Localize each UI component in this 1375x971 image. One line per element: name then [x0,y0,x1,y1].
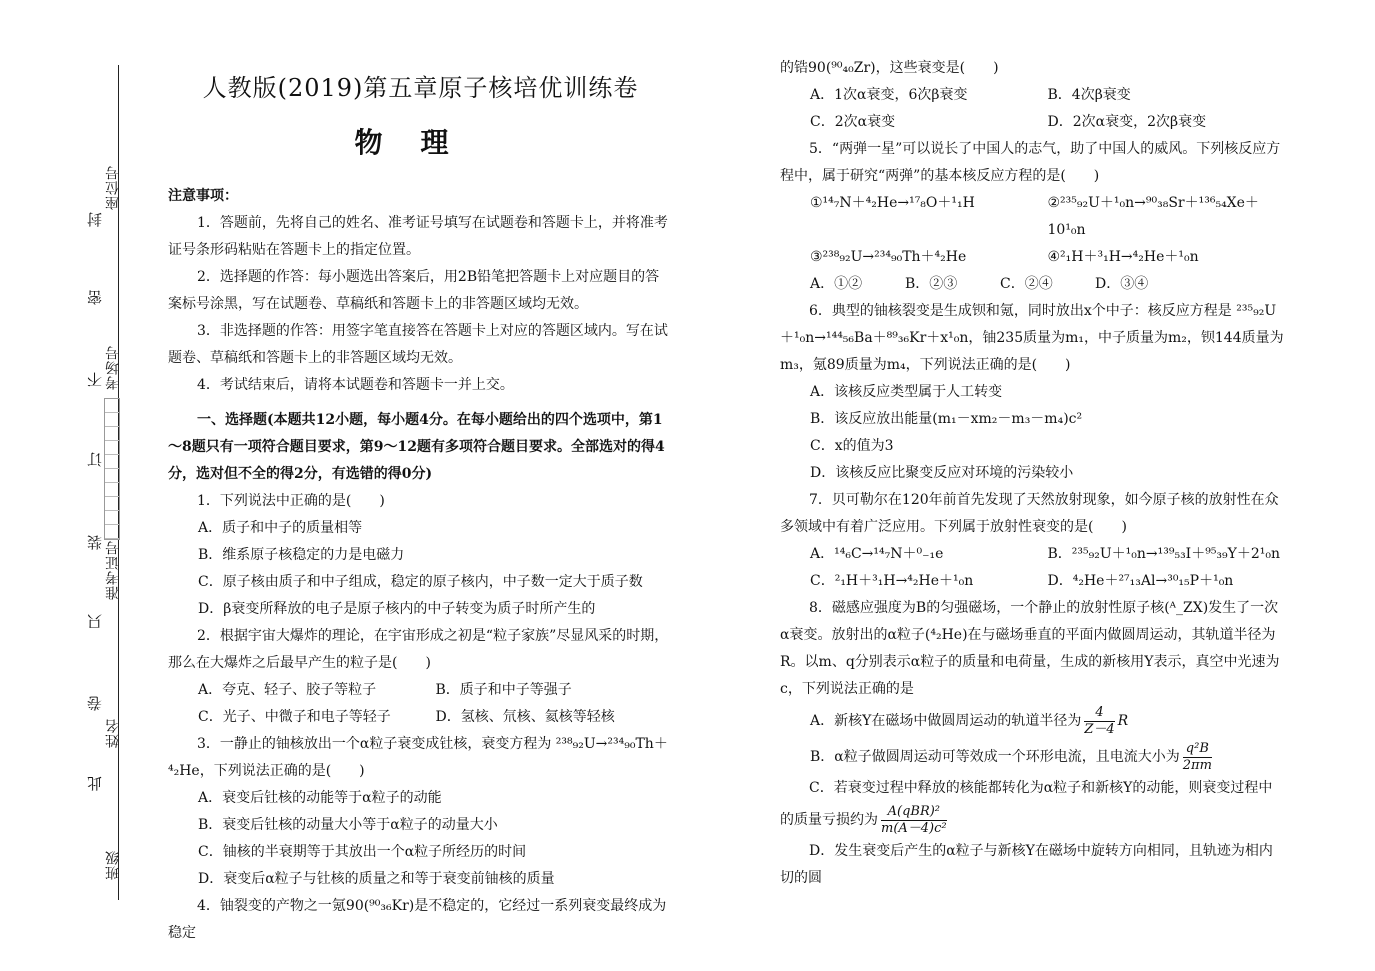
option: B．衰变后钍核的动量大小等于α粒子的动量大小 [198,817,498,833]
option: D．氢核、氘核、氦核等轻核 [435,709,615,725]
option: C．2次α衰变 [810,114,896,130]
notice-item: 2．选择题的作答：每小题选出答案后，用2B铅笔把答题卡上对应题目的答案标号涂黑，写在试题卷、草稿纸和答题卡上的非答题区域均无效。 [168,269,660,312]
section-heading: 一、选择题(本题共12小题，每小题4分。在每小题给出的四个选项中，第1～8题只有一项符合题目要求，第9～12题有多项符合题目要求。全部选对的得4分，选对但不全的得2分，有选错的得0分) [168,412,665,482]
option: A．质子和中子的质量相等 [198,520,363,536]
option: D．⁴₂He＋²⁷₁₃Al→³⁰₁₅P＋¹₀n [1047,573,1234,589]
fraction [881,804,947,837]
option: B．4次β衰变 [1047,87,1131,103]
question-stem: 3．一静止的铀核放出一个α粒子衰变成钍核，衰变方程为 ²³⁸₉₂U→²³⁴₉₀Th＋⁴₂He，下列说法正确的是( ) [168,736,668,779]
option-row [168,677,673,704]
fraction [1084,705,1114,738]
option: D．发生衰变后产生的α粒子与新核Y在磁场中旋转方向相同，且轨迹为相内切的圆 [780,843,1273,886]
seal-char: 封 [86,212,104,227]
option: C．②④ [1000,276,1053,292]
option-row [168,704,673,731]
option-row [780,568,1285,595]
option-row [780,541,1285,568]
seat-number-label: 座位号 [105,165,121,210]
question-stem: 1．下列说法中正确的是( ) [197,493,385,509]
denominator: 2πm [1182,757,1212,773]
numerator: A(qBR)² [881,804,947,821]
option [780,802,1285,838]
name-label: 姓名 [105,718,121,748]
question-stem: 5．“两弹一星”可以说长了中国人的志气，助了中国人的威风。下列核反应方程中，属于研究“两弹”的基本核反应方程的是( ) [780,141,1281,184]
ticket-number-label: 准考证号 [105,540,121,600]
notice-heading: 注意事项： [168,188,238,204]
option [780,703,1285,739]
option: D．2次α衰变，2次β衰变 [1047,114,1207,130]
denominator: Z－4 [1084,721,1115,737]
equation: ④²₁H＋³₁H→⁴₂He＋¹₀n [1047,249,1199,265]
equation-row [780,190,1285,244]
option-row [780,82,1285,109]
numerator: 4 [1084,705,1114,722]
option: C．光子、中微子和电子等轻子 [198,709,391,725]
notice-item: 4．考试结束后，请将本试题卷和答题卡一并上交。 [197,377,514,393]
option: C．原子核由质子和中子组成，稳定的原子核内，中子数一定大于质子数 [198,574,643,590]
seal-char: 订 [86,452,104,467]
seal-char: 不 [86,372,104,387]
seal-char: 卷 [86,696,104,711]
option: C．²₁H＋³₁H→⁴₂He＋¹₀n [810,573,974,589]
option: D．衰变后α粒子与钍核的质量之和等于衰变前铀核的质量 [198,871,555,887]
option-row [780,109,1285,136]
option: A．1次α衰变，6次β衰变 [810,87,968,103]
question-stem-continued: 的锆90(⁹⁰₄₀Zr)，这些衰变是( ) [780,60,999,76]
option: B．维系原子核稳定的力是电磁力 [198,547,405,563]
option: C．x的值为3 [810,438,894,454]
question-stem: 4．铀裂变的产物之一氪90(⁹⁰₃₆Kr)是不稳定的，它经过一系列衰变最终成为稳定 [168,898,667,941]
option: C．若衰变过程中释放的核能都转化为α粒子和新核Y的动能，则衰变过程中 [809,780,1273,796]
notice-item: 3．非选择题的作答：用签字笔直接答在答题卡上对应的答题区域内。写在试题卷、草稿纸和答题卡上的非答题区域均无效。 [168,323,668,366]
ticket-number-boxes[interactable] [104,398,120,540]
fraction [1183,741,1212,774]
right-column [780,55,1285,892]
paper-title: 人教版(2019)第五章原子核培优训练卷 [202,74,639,102]
option: A．该核反应类型属于人工转变 [810,384,1003,400]
option: B．质子和中子等强子 [435,682,572,698]
seal-char: 装 [86,535,104,550]
option: D．β衰变所释放的电子是原子核内的中子转变为质子时所产生的 [198,601,596,617]
option: A．¹⁴₆C→¹⁴₇N＋⁰₋₁e [810,546,944,562]
notice-item: 1．答题前，先将自己的姓名、准考证号填写在试题卷和答题卡上，并将准考证号条形码粘贴在答题卡上的指定位置。 [168,215,668,258]
equation: ③²³⁸₉₂U→²³⁴₉₀Th＋⁴₂He [810,249,967,265]
equation: ②²³⁵₉₂U＋¹₀n→⁹⁰₃₈Sr＋¹³⁶₅₄Xe＋10¹₀n [1047,195,1259,238]
option-text: B．α粒子做圆周运动可等效成一个环形电流，且电流大小为 [810,749,1180,765]
option [780,739,1285,775]
option: A．①② [810,276,863,292]
left-column [168,60,673,947]
question-stem: 7．贝可勒尔在120年前首先发现了天然放射现象，如今原子核的放射性在众多领域中有着广泛应用。下列属于放射性衰变的是( ) [780,492,1279,535]
question-stem: 6．典型的铀核裂变是生成钡和氪，同时放出x个中子：核反应方程是 ²³⁵₉₂U＋¹₀n→¹⁴⁴₅₆Ba＋⁸⁹₃₆Kr＋x¹₀n，铀235质量为m₁，中子质量为m₂，钡144质量为m₃，氪89质量为m₄，下列说法正确的是( ) [780,303,1284,373]
exam-room-label: 考场号 [105,345,121,390]
question-stem: 2．根据宇宙大爆炸的理论，在宇宙形成之初是“粒子家族”尽显风采的时期，那么在大爆炸之后最早产生的粒子是( ) [168,628,669,671]
option: D．该核反应比聚变反应对环境的污染较小 [810,465,1074,481]
numerator: q²B [1183,741,1212,758]
subject-title: 物理 [354,126,487,159]
seal-char: 密 [86,290,104,305]
seal-char: 此 [86,776,104,791]
option: C．铀核的半衰期等于其放出一个α粒子所经历的时间 [198,844,527,860]
option: B．²³⁵₉₂U＋¹₀n→¹³⁹₅₃I＋⁹⁵₃₉Y＋2¹₀n [1047,546,1281,562]
option-row [780,271,1285,298]
option: A．夸克、轻子、胶子等粒子 [198,682,377,698]
question-stem: 8．磁感应强度为B的匀强磁场，一个静止的放射性原子核(ᴬ_ZX)发生了一次α衰变。放射出的α粒子(⁴₂He)在与磁场垂直的平面内做圆周运动，其轨道半径为R。以m、q分别表示α粒子的质量和电荷量，生成的新核用Y表示，真空中光速为c，下列说法正确的是 [780,600,1280,697]
option-text: 的质量亏损约为 [780,812,878,828]
class-label: 班级 [105,850,121,880]
option: D．③④ [1095,276,1149,292]
option: B．该反应放出能量(m₁－xm₂－m₃－m₄)c² [810,411,1083,427]
option-text: A．新核Y在磁场中做圆周运动的轨道半径为 [810,713,1082,729]
seal-char: 只 [86,614,104,629]
denominator: m(A－4)c² [881,820,947,836]
equation: ①¹⁴₇N＋⁴₂He→¹⁷₈O＋¹₁H [810,195,975,211]
option: A．衰变后钍核的动能等于α粒子的动能 [198,790,442,806]
option-text: R [1117,713,1129,729]
option: B．②③ [905,276,958,292]
equation-row [780,244,1285,271]
